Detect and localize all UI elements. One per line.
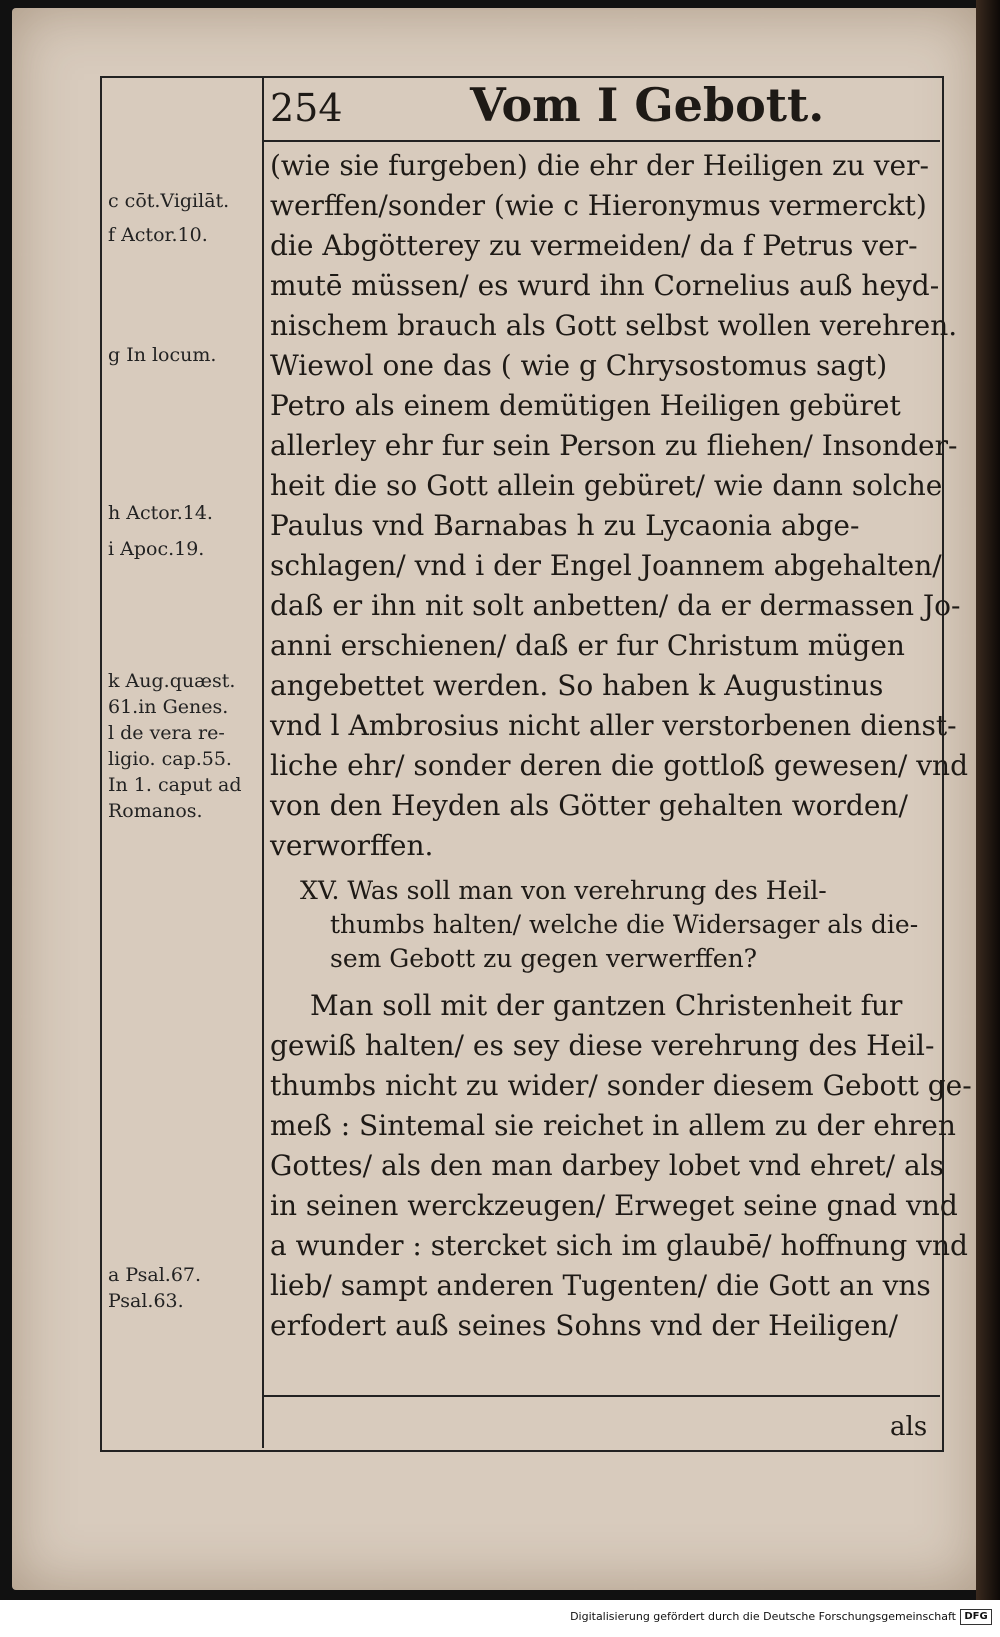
book-spine — [976, 0, 1000, 1600]
text-line: vnd l Ambrosius nicht aller verstorbenen dienst- — [270, 709, 957, 742]
text-line: werffen/sonder (wie c Hieronymus vermerckt) — [270, 189, 927, 222]
margin-note: Romanos. — [108, 800, 203, 822]
text-line: heit die so Gott allein gebüret/ wie dann solche — [270, 469, 943, 502]
catchword: als — [890, 1412, 928, 1442]
text-line: Paulus vnd Barnabas h zu Lycaonia abge- — [270, 509, 860, 542]
text-line: erfodert auß seines Sohns vnd der Heiligen/ — [270, 1309, 898, 1342]
margin-note: i Apoc.19. — [108, 538, 205, 560]
text-line: Man soll mit der gantzen Christenheit fur — [310, 989, 903, 1022]
margin-note: a Psal.67. — [108, 1264, 202, 1286]
margin-divider — [262, 76, 264, 1448]
text-line: allerley ehr fur sein Person zu fliehen/ Insonder- — [270, 429, 958, 462]
text-line: von den Heyden als Götter gehalten worden/ — [270, 789, 908, 822]
margin-note: f Actor.10. — [108, 224, 208, 246]
text-line: die Abgötterey zu vermeiden/ da f Petrus ver- — [270, 229, 918, 262]
running-head: Vom I Gebott. — [470, 78, 825, 132]
text-line: Petro als einem demütigen Heiligen gebüret — [270, 389, 901, 422]
question-line: XV. Was soll man von verehrung des Heil- — [300, 876, 827, 905]
text-line: meß : Sintemal sie reichet in allem zu der ehren — [270, 1109, 956, 1142]
text-line: thumbs nicht zu wider/ sonder diesem Gebott ge- — [270, 1069, 972, 1102]
question-line: thumbs halten/ welche die Widersager als die- — [330, 910, 919, 939]
text-line: verworffen. — [270, 829, 434, 862]
margin-note: In 1. caput ad — [108, 774, 242, 796]
header-rule — [264, 140, 940, 142]
dfg-logo: DFG — [960, 1609, 992, 1625]
margin-note: ligio. cap.55. — [108, 748, 232, 770]
margin-note: 61.in Genes. — [108, 696, 229, 718]
text-line: a wunder : stercket sich im glaubē/ hoffnung vnd — [270, 1229, 968, 1262]
funding-credit: Digitalisierung gefördert durch die Deutsche Forschungsgemeinschaft — [570, 1610, 956, 1623]
text-line: anni erschienen/ daß er fur Christum mügen — [270, 629, 905, 662]
text-line: gewiß halten/ es sey diese verehrung des Heil- — [270, 1029, 935, 1062]
margin-note: k Aug.quæst. — [108, 670, 236, 692]
text-line: liche ehr/ sonder deren die gottloß gewesen/ vnd — [270, 749, 969, 782]
question-line: sem Gebott zu gegen verwerffen? — [330, 944, 758, 973]
text-line: schlagen/ vnd i der Engel Joannem abgehalten/ — [270, 549, 942, 582]
page-number: 254 — [270, 86, 343, 130]
text-line: mutē müssen/ es wurd ihn Cornelius auß heyd- — [270, 269, 940, 302]
margin-note: l de vera re- — [108, 722, 225, 744]
text-line: lieb/ sampt anderen Tugenten/ die Gott an vns — [270, 1269, 931, 1302]
text-line: angebettet werden. So haben k Augustinus — [270, 669, 884, 702]
margin-note: c cōt.Vigilāt. — [108, 190, 230, 212]
text-line: daß er ihn nit solt anbetten/ da er dermassen Jo- — [270, 589, 961, 622]
text-line: in seinen werckzeugen/ Erweget seine gnad vnd — [270, 1189, 958, 1222]
footer-bar — [0, 1600, 1000, 1637]
margin-note: h Actor.14. — [108, 502, 213, 524]
text-line: nischem brauch als Gott selbst wollen verehren. — [270, 309, 958, 342]
text-line: Wiewol one das ( wie g Chrysostomus sagt) — [270, 349, 888, 382]
bottom-rule — [264, 1395, 940, 1397]
text-line: Gottes/ als den man darbey lobet vnd ehret/ als — [270, 1149, 945, 1182]
margin-note: g In locum. — [108, 344, 217, 366]
margin-note: Psal.63. — [108, 1290, 184, 1312]
text-line: (wie sie furgeben) die ehr der Heiligen zu ver- — [270, 149, 929, 182]
